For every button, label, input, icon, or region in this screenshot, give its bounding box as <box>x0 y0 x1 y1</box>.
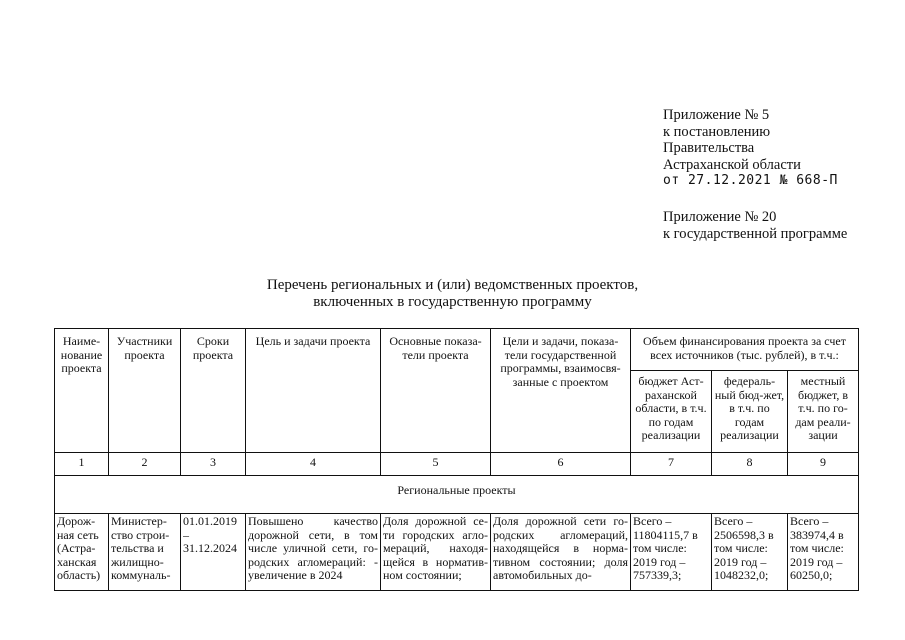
row-name: Дорож-ная сеть (Астра-ханская область) <box>57 515 101 583</box>
row-local-budget-cell <box>788 514 859 591</box>
appendix-5-line: Правительства <box>663 140 755 156</box>
title-line-1: Перечень региональных и (или) ведомственных проектов, <box>266 277 639 293</box>
column-number: 5 <box>381 453 491 476</box>
column-number: 8 <box>712 453 788 476</box>
row-indicators: Доля дорожной се-ти городских агло-мераций, находя-щейся в норматив-ном состоянии; <box>383 515 488 583</box>
header-regional-budget: бюджет Аст-раханской области, в т.ч. по годам реализации <box>631 371 712 453</box>
header-participants: Участники проекта <box>109 329 181 453</box>
appendix-20-line: к государственной программе <box>663 225 848 242</box>
row-indicators-cell <box>381 514 491 591</box>
row-program-goals-cell <box>491 514 631 591</box>
header-financing: Объем финансирования проекта за счет всех источников (тыс. рублей), в т.ч.: <box>631 329 859 371</box>
document-title <box>0 277 905 311</box>
projects-table <box>54 328 859 591</box>
column-number: 4 <box>246 453 381 476</box>
row-regional-budget: Всего – 11804115,7 в том числе: 2019 год – 757339,3; <box>633 515 698 583</box>
header-federal-budget: федераль-ный бюд-жет, в т.ч. по годам реализации <box>712 371 788 453</box>
row-goals-cell <box>246 514 381 591</box>
section-row <box>55 476 859 514</box>
row-terms: 01.01.2019 – 31.12.2024 <box>183 515 237 556</box>
appendix-5-date: от 27.12.2021 № 668-П <box>663 173 838 188</box>
header-goals: Цель и задачи проекта <box>246 329 381 453</box>
row-participants: Министер-ство строи-тельства и жилищно-коммуналь- <box>111 515 171 583</box>
header-program-goals: Цели и задачи, показа-тели государственной программы, взаимосвя-занные с проектом <box>491 329 631 453</box>
column-number: 1 <box>55 453 109 476</box>
header-terms: Сроки проекта <box>181 329 246 453</box>
column-number: 9 <box>788 453 859 476</box>
header-row <box>55 329 859 371</box>
title-line-2: включенных в государственную программу <box>313 294 592 310</box>
row-name-cell <box>55 514 109 591</box>
column-number: 6 <box>491 453 631 476</box>
appendix-5-line: к постановлению <box>663 123 771 140</box>
appendix-20-block <box>663 209 847 242</box>
row-federal-budget-cell <box>712 514 788 591</box>
header-local-budget: местный бюджет, в т.ч. по го-дам реали-зации <box>788 371 859 453</box>
section-title: Региональные проекты <box>55 476 859 514</box>
row-program-goals: Доля дорожной сети го-родских агломераций, находящейся в норма-тивном состоянии; доля автомобильных до- <box>493 515 628 583</box>
table-row <box>55 514 859 591</box>
column-number: 3 <box>181 453 246 476</box>
appendix-5-block <box>663 107 838 190</box>
appendix-5-line: Астраханской области <box>663 156 801 173</box>
column-number: 2 <box>109 453 181 476</box>
appendix-5-line: Приложение № 5 <box>663 107 770 123</box>
row-terms-cell <box>181 514 246 591</box>
header-name: Наиме-нование проекта <box>55 329 109 453</box>
row-goals: Повышено качество дорожной сети, в том числе уличной сети, го-родских агломераций: - увеличение в 2024 <box>248 515 378 583</box>
row-participants-cell <box>109 514 181 591</box>
appendix-20-line: Приложение № 20 <box>663 209 777 225</box>
row-regional-budget-cell <box>631 514 712 591</box>
column-number: 7 <box>631 453 712 476</box>
row-federal-budget: Всего – 2506598,3 в том числе: 2019 год – 1048232,0; <box>714 515 774 583</box>
header-indicators: Основные показа-тели проекта <box>381 329 491 453</box>
column-number-row <box>55 453 859 476</box>
row-local-budget: Всего – 383974,4 в том числе: 2019 год – 60250,0; <box>790 515 844 583</box>
